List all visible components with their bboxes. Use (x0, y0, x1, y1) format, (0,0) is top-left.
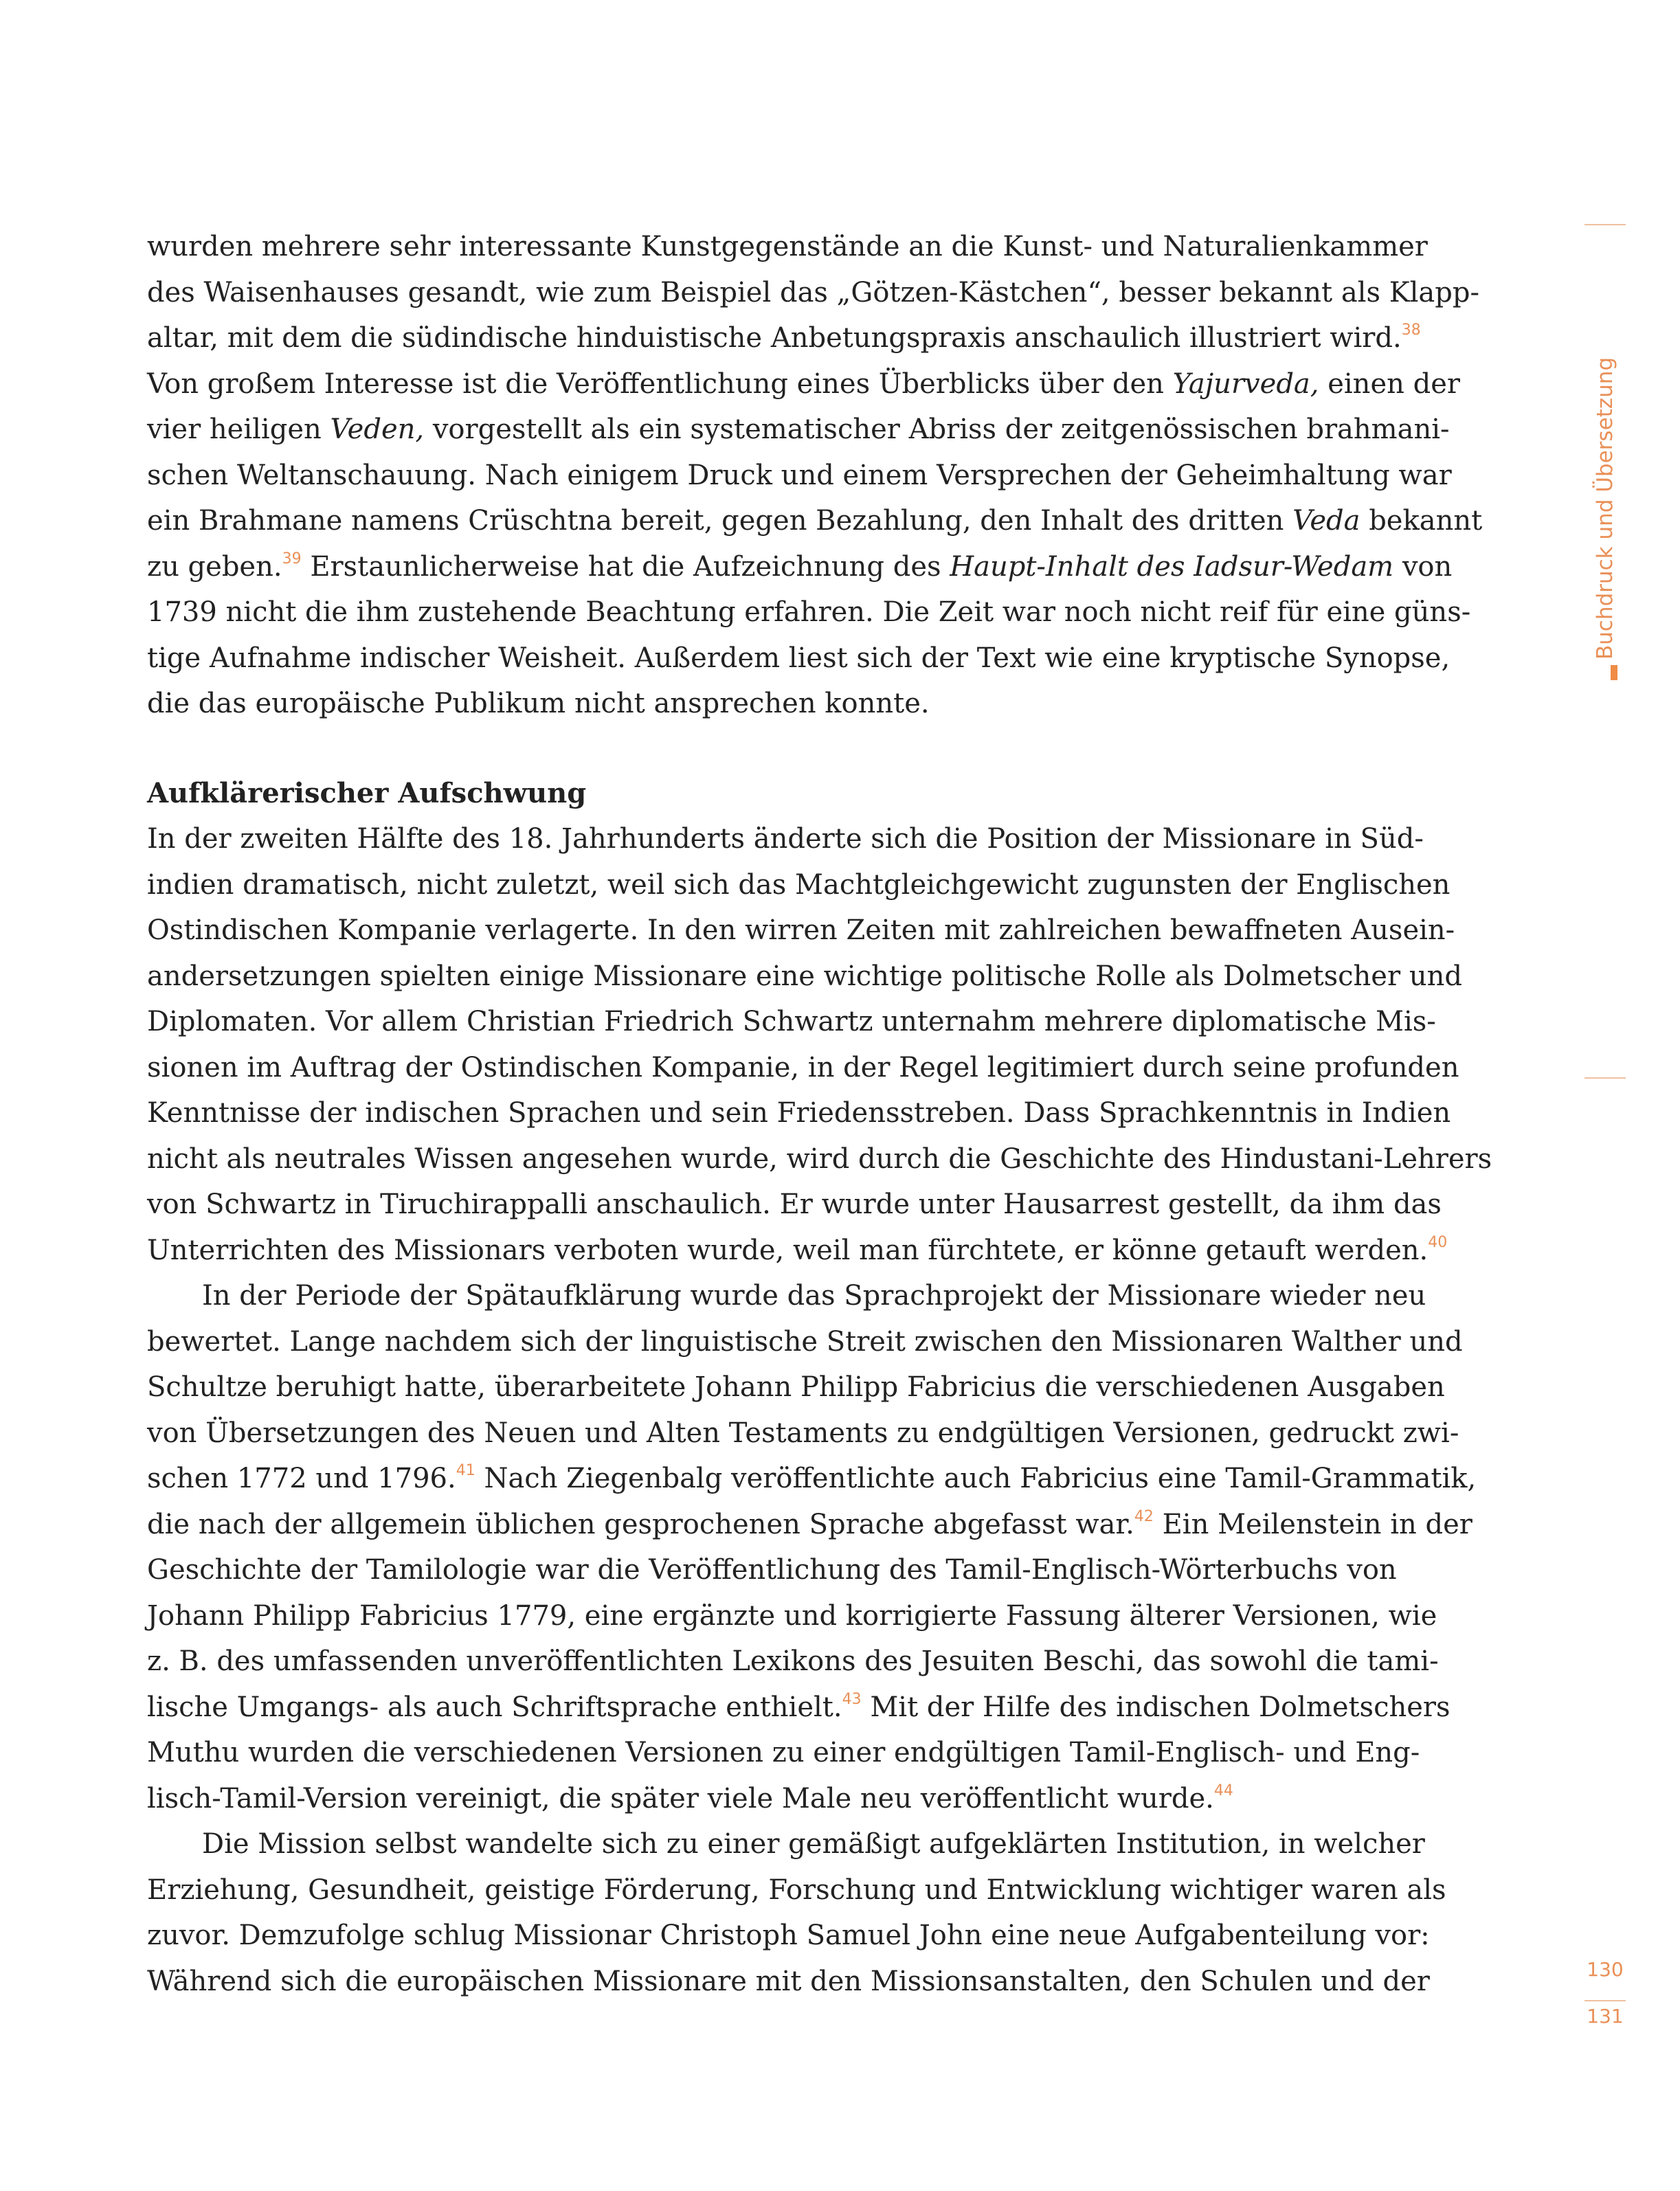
footnote-marker[interactable]: 44 (1213, 1782, 1233, 1799)
footnote-marker[interactable]: 41 (456, 1462, 475, 1479)
footnote-marker[interactable]: 39 (282, 550, 302, 568)
text-line: Während sich die europäischen Missionare mit den Missionsanstalten, den Schulen und der (147, 1965, 1430, 1997)
text-line: schen 1772 und 1796.41 Nach Ziegenbalg veröffentlichte auch Fabricius eine Tamil-Grammatik, (147, 1462, 1477, 1494)
text-line: Erziehung, Gesundheit, geistige Förderung, Forschung und Entwicklung wichtiger waren als (147, 1874, 1446, 1906)
text-line: des Waisenhauses gesandt, wie zum Beispiel das „Götzen-Kästchen“, besser bekannt als Klapp- (147, 276, 1479, 308)
text-line: von Schwartz in Tiruchirappalli anschaulich. Er wurde unter Hausarrest gestellt, da ihm das (147, 1189, 1442, 1220)
text-line: die das europäische Publikum nicht ansprechen konnte. (147, 688, 930, 719)
text-line: Kenntnisse der indischen Sprachen und sein Friedensstreben. Dass Sprachkenntnis in Indien (147, 1097, 1451, 1129)
text-line: In der Periode der Spätaufklärung wurde das Sprachprojekt der Missionare wieder neu (202, 1280, 1426, 1312)
footnote-marker[interactable]: 38 (1401, 322, 1421, 339)
body-text (147, 224, 1492, 2004)
paragraph-gap (147, 727, 1299, 771)
text-line: wurden mehrere sehr interessante Kunstgegenstände an die Kunst- und Naturalienkammer (147, 231, 1428, 262)
text-line: Von großem Interesse ist die Veröffentlichung eines Überblicks über den Yajurveda, einen der (147, 368, 1460, 400)
text-line: sionen im Auftrag der Ostindischen Kompanie, in der Regel legitimiert durch seine profunden (147, 1051, 1459, 1083)
text-line: schen Weltanschauung. Nach einigem Druck und einem Versprechen der Geheimhaltung war (147, 459, 1452, 491)
footnote-marker[interactable]: 40 (1428, 1233, 1448, 1251)
text-line: Ostindischen Kompanie verlagerte. In den wirren Zeiten mit zahlreichen bewaffneten Ausein- (147, 914, 1455, 946)
footnote-marker[interactable]: 43 (842, 1690, 862, 1708)
page-number-right: 131 (1587, 2005, 1624, 2027)
page-number-divider (1584, 2000, 1626, 2001)
text-line: In der zweiten Hälfte des 18. Jahrhunderts änderte sich die Position der Missionare in Süd- (147, 823, 1424, 855)
text-line: lisch-Tamil-Version vereinigt, die später viele Male neu veröffentlicht wurde.$^{44}$ (147, 1782, 1233, 1814)
chapter-marker (1611, 665, 1617, 680)
text-line: Schultze beruhigt hatte, überarbeitete Johann Philipp Fabricius die verschiedenen Ausgaben (147, 1371, 1445, 1403)
text-line: Die Mission selbst wandelte sich zu einer gemäßigt aufgeklärten Institution, in welcher (202, 1828, 1425, 1860)
text-line: Johann Philipp Fabricius 1779, eine ergänzte und korrigierte Fassung älterer Versionen, wie (147, 1599, 1437, 1632)
text-line: altar, mit dem die südindische hinduistische Anbetungspraxis anschaulich illustriert wird.$^{38}$ (147, 322, 1421, 354)
text-line: lische Umgangs- als auch Schriftsprache enthielt.$^{43}$ Mit der Hilfe des indischen Dolmetschers (147, 1690, 1451, 1723)
text-line: indien dramatisch, nicht zuletzt, weil sich das Machtgleichgewicht zugunsten der Englischen (147, 868, 1451, 901)
text-line: zu geben.$^{39}$ Erstaunlicherweise hat die Aufzeichnung des Haupt-Inhalt des Iadsur-Wedam von (147, 550, 1453, 583)
text-line: tige Aufnahme indischer Weisheit. Außerdem liest sich der Text wie eine kryptische Synopse, (147, 642, 1451, 674)
text-line: vier heiligen Veden, vorgestellt als ein systematischer Abriss der zeitgenössischen brahmani- (147, 414, 1450, 445)
text-line: zuvor. Demzufolge schlug Missionar Christoph Samuel John eine neue Aufgabenteilung vor: (147, 1920, 1430, 1951)
text-line: Geschichte der Tamilologie war die Veröffentlichung des Tamil-Englisch-Wörterbuchs von (147, 1554, 1397, 1586)
text-line: nicht als neutrales Wissen angesehen wurde, wird durch die Geschichte des Hindustani-Lehrers (147, 1143, 1492, 1175)
text-line: von Übersetzungen des Neuen und Alten Testaments zu endgültigen Versionen, gedruckt zwi- (147, 1417, 1459, 1449)
text-line: ein Brahmane namens Crüschtna bereit, gegen Bezahlung, den Inhalt des dritten Veda bekannt (147, 505, 1483, 537)
text-line: andersetzungen spielten einige Missionare eine wichtige politische Rolle als Dolmetscher und (147, 960, 1462, 992)
text-line: 1739 nicht die ihm zustehende Beachtung erfahren. Die Zeit war noch nicht reif für eine güns- (147, 596, 1471, 628)
text-line: Muthu wurden die verschiedenen Versionen zu einer endgültigen Tamil-Englisch- und Eng- (147, 1737, 1420, 1768)
text-line: die nach der allgemein üblichen gesprochenen Sprache abgefasst war.$^{42}$ Ein Meilenstein in der (147, 1507, 1472, 1540)
chapter-title: Buchdruck und Übersetzung (1593, 357, 1617, 660)
sidebar-rule-middle (1584, 1077, 1626, 1079)
section-heading: Aufklärerischer Aufschwung (147, 776, 587, 809)
page-number-left: 130 (1587, 1958, 1624, 1981)
footnote-marker[interactable]: 42 (1134, 1507, 1154, 1525)
text-line: z. B. des umfassenden unveröffentlichten Lexikons des Jesuiten Beschi, das sowohl die tami- (147, 1645, 1439, 1677)
text-line: bewertet. Lange nachdem sich der linguistische Streit zwischen den Missionaren Walther und (147, 1325, 1463, 1358)
text-line: Unterrichten des Missionars verboten wurde, weil man fürchtete, er könne getauft werden.$^{40}$ (147, 1233, 1448, 1266)
sidebar-rule-top (1584, 224, 1626, 225)
text-line: Diplomaten. Vor allem Christian Friedrich Schwartz unternahm mehrere diplomatische Mis- (147, 1006, 1436, 1037)
